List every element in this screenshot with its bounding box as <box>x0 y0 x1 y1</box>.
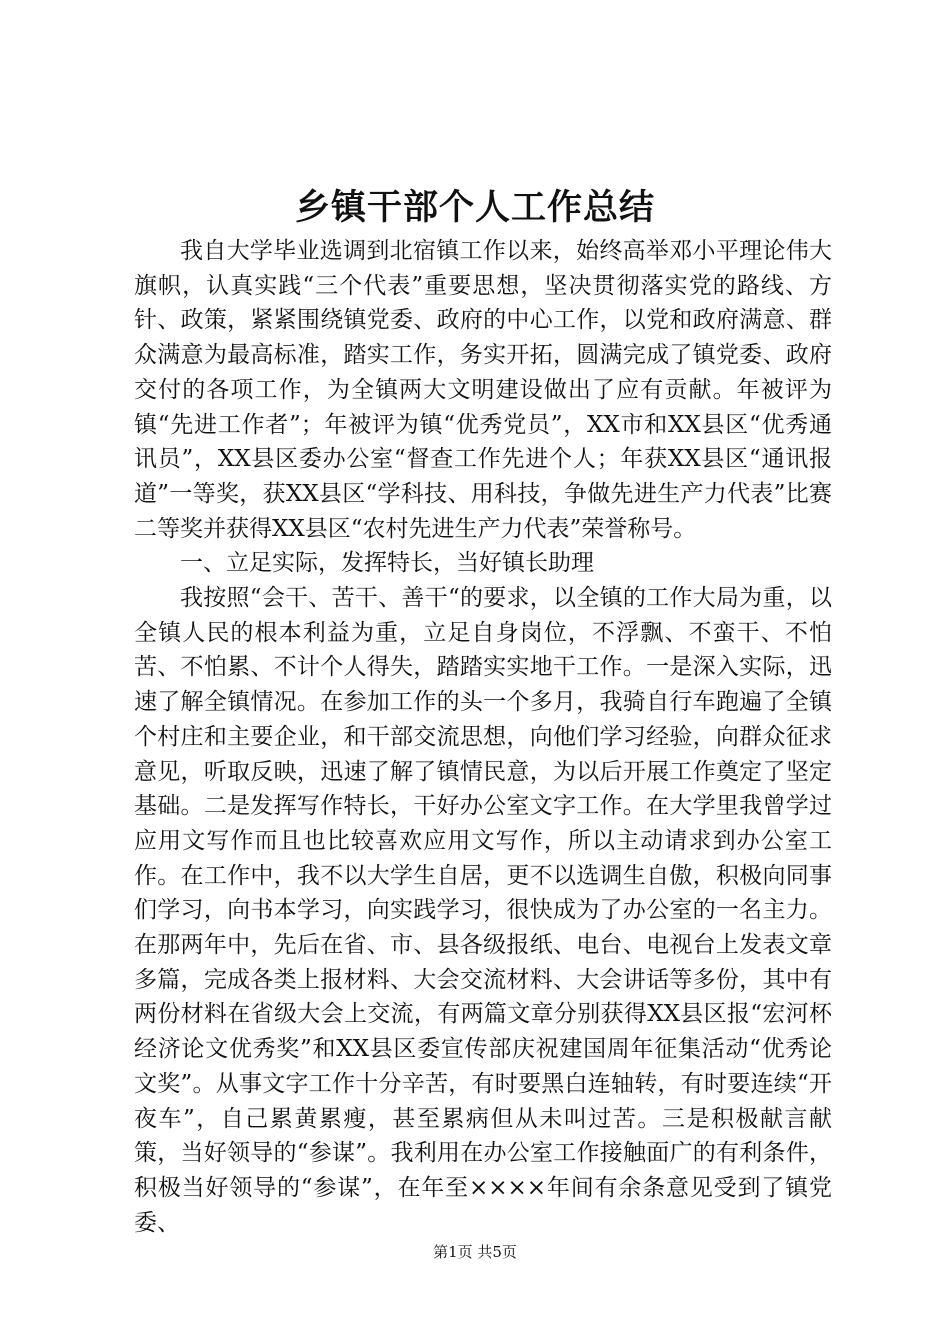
document-body <box>134 234 832 1240</box>
paragraph-intro: 我自大学毕业选调到北宿镇工作以来，始终高举邓小平理论伟大旗帜，认真实践“三个代表”重要思想，坚决贯彻落实党的路线、方针、政策，紧紧围绕镇党委、政府的中心工作，以党和政府满意、群众满意为最高标准，踏实工作，务实开拓，圆满完成了镇党委、政府交付的各项工作，为全镇两大文明建设做出了应有贡献。年被评为镇“先进工作者”；年被评为镇“优秀党员”，XX市和XX县区“优秀通讯员”，XX县区委办公室“督查工作先进个人；年获XX县区“通讯报道”一等奖，获XX县区“学科技、用科技，争做先进生产力代表”比赛二等奖并获得XX县区“农村先进生产力代表”荣誉称号。 <box>134 238 832 542</box>
section-heading-1: 一、立足实际，发挥特长，当好镇长助理 <box>180 550 594 577</box>
paragraph-section-1: 我按照“会干、苦干、善干“的要求，以全镇的工作大局为重，以全镇人民的根本利益为重，立足自身岗位，不浮飘、不蛮干、不怕苦、不怕累、不计个人得失，踏踏实实地干工作。一是深入实际，迅速了解全镇情况。在参加工作的头一个多月，我骑自行车跑遍了全镇个村庄和主要企业，和干部交流思想，向他们学习经验，向群众征求意见，听取反映，迅速了解了镇情民意，为以后开展工作奠定了坚定基础。二是发挥写作特长，干好办公室文字工作。在大学里我曾学过应用文写作而且也比较喜欢应用文写作，所以主动请求到办公室工作。在工作中，我不以大学生自居，更不以选调生自傲，积极向同事们学习，向书本学习，向实践学习，很快成为了办公室的一名主力。在那两年中，先后在省、市、县各级报纸、电台、电视台上发表文章多篇，完成各类上报材料、大会交流材料、大会讲话等多份，其中有两份材料在省级大会上交流，有两篇文章分别获得XX县区报“宏河杯经济论文优秀奖”和XX县区委宣传部庆祝建国周年征集活动“优秀论文奖”。从事文字工作十分辛苦，有时要黑白连轴转，有时要连续“开夜车”，自己累黄累瘦，甚至累病但从未叫过苦。三是积极献言献策，当好领导的“参谋”。我利用在办公室工作接触面广的有利条件，积极当好领导的“参谋”，在年至××××年间有余条意见受到了镇党委、 <box>134 585 832 1236</box>
page-title: 乡镇干部个人工作总结 <box>294 188 655 228</box>
page-number-footer: 第1页 共5页 <box>433 1243 517 1261</box>
